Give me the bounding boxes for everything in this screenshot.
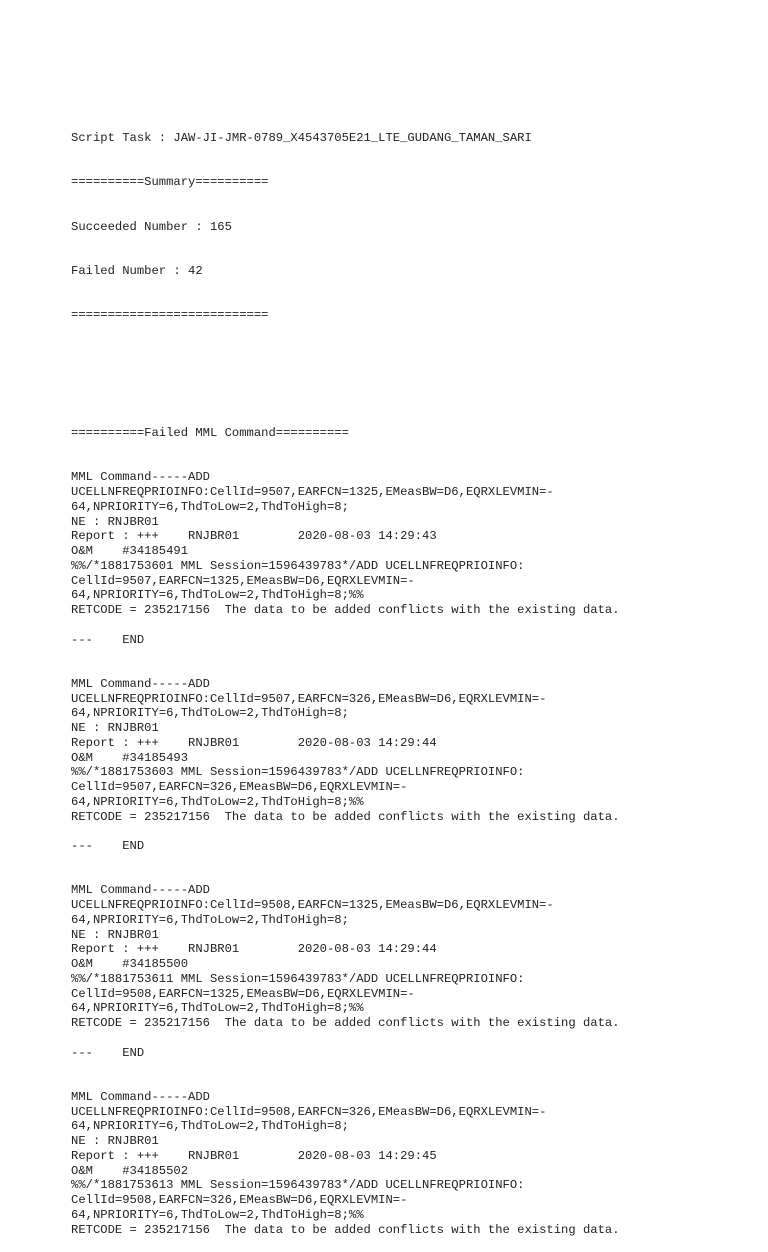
- command-log-line: 64,NPRIORITY=6,ThdToLow=2,ThdToHigh=8;: [71, 912, 349, 927]
- command-log-line: O&M #34185500: [71, 957, 189, 971]
- command-log-line: MML Command-----ADD: [71, 883, 210, 898]
- summary-block: [71, 102, 751, 353]
- command-log-line: MML Command-----ADD: [71, 470, 210, 485]
- command-log-line: Report : +++ RNJBR01 2020-08-03 14:29:43: [71, 529, 437, 544]
- command-log-line: %%/*1881753613 MML Session=1596439783*/ADD UCELLNFREQPRIOINFO:: [71, 1178, 525, 1193]
- command-log-line: MML Command-----ADD: [71, 676, 210, 691]
- command-log-line: MML Command-----ADD: [71, 1089, 210, 1104]
- command-end-marker: --- END: [71, 839, 145, 853]
- command-log-line: %%/*1881753611 MML Session=1596439783*/ADD UCELLNFREQPRIOINFO:: [71, 971, 525, 986]
- command-log-line: RETCODE = 235217156 The data to be added conflicts with the existing data.: [71, 1222, 620, 1237]
- command-log-line: CellId=9508,EARFCN=1325,EMeasBW=D6,EQRXLEVMIN=-: [71, 986, 415, 1001]
- command-log-line: Report : +++ RNJBR01 2020-08-03 14:29:44: [71, 735, 437, 750]
- command-log-line: UCELLNFREQPRIOINFO:CellId=9508,EARFCN=1325,EMeasBW=D6,EQRXLEVMIN=-: [71, 898, 554, 912]
- command-log-line: Report : +++ RNJBR01 2020-08-03 14:29:44: [71, 942, 437, 957]
- command-log-line: UCELLNFREQPRIOINFO:CellId=9507,EARFCN=326,EMeasBW=D6,EQRXLEVMIN=-: [71, 691, 547, 706]
- spacer: [71, 382, 751, 397]
- failed-number-line: Failed Number : 42: [71, 263, 203, 278]
- command-log-line: 64,NPRIORITY=6,ThdToLow=2,ThdToHigh=8;%%: [71, 1001, 364, 1016]
- command-log-line: NE : RNJBR01: [71, 721, 159, 735]
- spacer: [71, 618, 751, 633]
- command-log-line: CellId=9507,EARFCN=326,EMeasBW=D6,EQRXLEVMIN=-: [71, 780, 408, 794]
- command-log-line: RETCODE = 235217156 The data to be added conflicts with the existing data.: [71, 1016, 620, 1030]
- command-log-line: 64,NPRIORITY=6,ThdToLow=2,ThdToHigh=8;%%: [71, 588, 364, 603]
- command-log-line: CellId=9508,EARFCN=326,EMeasBW=D6,EQRXLEVMIN=-: [71, 1193, 408, 1207]
- spacer: [71, 824, 751, 839]
- command-log-line: %%/*1881753601 MML Session=1596439783*/ADD UCELLNFREQPRIOINFO:: [71, 558, 525, 573]
- spacer: [71, 1060, 751, 1090]
- failed-command-entry: [71, 854, 751, 1061]
- command-log-line: O&M #34185491: [71, 544, 189, 558]
- command-log-line: 64,NPRIORITY=6,ThdToLow=2,ThdToHigh=8;%%: [71, 794, 364, 809]
- summary-close-rule: ===========================: [71, 308, 269, 322]
- failed-command-entry: [71, 1060, 751, 1237]
- command-end-marker: --- END: [71, 1045, 145, 1060]
- command-log-line: O&M #34185493: [71, 750, 189, 765]
- failed-command-entry: [71, 647, 751, 854]
- failed-command-entry: [71, 470, 751, 647]
- command-log-line: %%/*1881753603 MML Session=1596439783*/ADD UCELLNFREQPRIOINFO:: [71, 765, 525, 780]
- command-log-line: CellId=9507,EARFCN=1325,EMeasBW=D6,EQRXLEVMIN=-: [71, 573, 415, 588]
- script-task-line: Script Task : JAW-JI-JMR-0789_X4543705E21_LTE_GUDANG_TAMAN_SARI: [71, 131, 532, 145]
- summary-open-rule: ==========Summary==========: [71, 175, 269, 190]
- command-log-line: 64,NPRIORITY=6,ThdToLow=2,ThdToHigh=8;%%: [71, 1207, 364, 1222]
- command-log-line: NE : RNJBR01: [71, 927, 159, 942]
- command-log-line: 64,NPRIORITY=6,ThdToLow=2,ThdToHigh=8;: [71, 1119, 349, 1134]
- failed-section-title: ==========Failed MML Command==========: [71, 426, 349, 440]
- succeeded-number-line: Succeeded Number : 165: [71, 219, 232, 234]
- command-log-line: RETCODE = 235217156 The data to be added conflicts with the existing data.: [71, 603, 620, 617]
- command-log-line: NE : RNJBR01: [71, 514, 159, 529]
- command-log-line: 64,NPRIORITY=6,ThdToLow=2,ThdToHigh=8;: [71, 499, 349, 514]
- spacer: [71, 1031, 751, 1046]
- command-end-marker: --- END: [71, 632, 145, 647]
- spacer: [71, 647, 751, 677]
- log-document: [71, 72, 751, 1252]
- command-log-line: RETCODE = 235217156 The data to be added conflicts with the existing data.: [71, 809, 620, 824]
- command-log-line: NE : RNJBR01: [71, 1134, 159, 1148]
- spacer: [71, 854, 751, 884]
- command-log-line: 64,NPRIORITY=6,ThdToLow=2,ThdToHigh=8;: [71, 706, 349, 721]
- command-log-line: O&M #34185502: [71, 1163, 189, 1178]
- command-log-line: UCELLNFREQPRIOINFO:CellId=9508,EARFCN=326,EMeasBW=D6,EQRXLEVMIN=-: [71, 1104, 547, 1119]
- command-log-line: UCELLNFREQPRIOINFO:CellId=9507,EARFCN=1325,EMeasBW=D6,EQRXLEVMIN=-: [71, 485, 554, 499]
- command-log-line: Report : +++ RNJBR01 2020-08-03 14:29:45: [71, 1148, 437, 1163]
- failed-command-list: [71, 470, 751, 1237]
